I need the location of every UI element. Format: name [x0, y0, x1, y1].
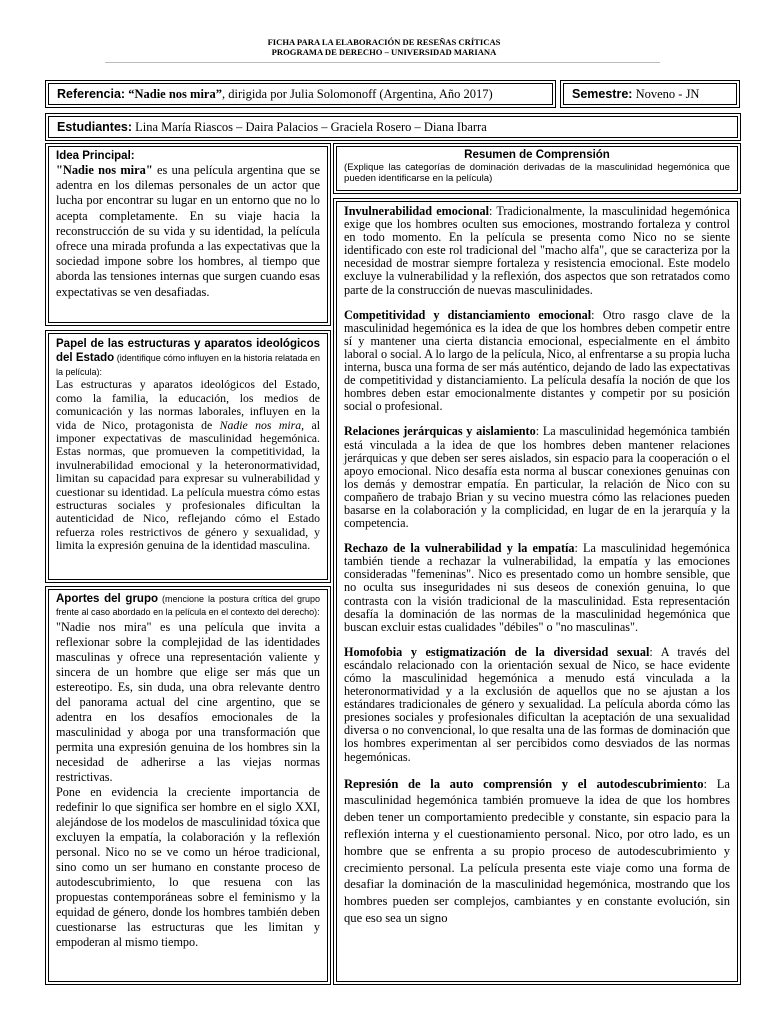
resumen-comprension-note: (Explique las categorías de dominación derivadas de la masculinidad hegemónica que pueden identificarse en la película): [344, 162, 730, 184]
categorias-box: [336, 201, 738, 982]
papel-estructuras-note: (identifique cómo influyen en la historia relatada en la película):: [56, 353, 321, 377]
categoria-title: Competitividad y distanciamiento emocional: [344, 307, 592, 322]
idea-principal-title: Idea Principal:: [56, 150, 135, 162]
aportes-grupo-note: (mencione la postura crítica del grupo frente al caso abordado en la película en el contexto del derecho):: [56, 594, 320, 617]
idea-principal-text: [56, 163, 320, 300]
papel-estructuras-box: [48, 333, 328, 580]
categoria-title: Rechazo de la vulnerabilidad y la empatía: [344, 541, 575, 556]
categoria-text: : La masculinidad hegemónica también está vinculada a la idea de que los hombres deben mantener relaciones jerárquicas y que deben ser seres aislados, sin espacio para la cooperación o el apoyo emocional. Nico desafía esta norma al buscar conexiones genuinas con los demás y demostrar empatía. En particular, la relación de Nico con su compañero de trabajo Brian y su vecino muestra cómo las relaciones pueden basarse en la colaboración y la complicidad, en lugar de en la jerarquía y la competencia.: [344, 424, 730, 531]
idea-principal-box: [48, 146, 328, 323]
form-header-line-1: FICHA PARA LA ELABORACIÓN DE RESEÑAS CRÍTICAS: [267, 37, 501, 47]
categoria-represion: [344, 776, 730, 927]
papel-estructuras-title: Papel de las estructuras y aparatos ideológicos del Estado: [56, 338, 320, 364]
referencia-label: Referencia:: [57, 87, 126, 101]
idea-principal-film: "Nadie nos mira": [56, 163, 153, 177]
categoria-relaciones-jerarquicas: [344, 425, 730, 530]
papel-estructuras-body-a: Las estructuras y aparatos ideológicos del Estado, como la familia, la educación, los medios de comunicación y las normas laborales, influyen en la vida de Nico, protagonista de: [56, 377, 320, 432]
aportes-grupo-heading: [56, 593, 320, 618]
categoria-text: : Otro rasgo clave de la masculinidad hegemónica es la idea de que los hombres deben competir entre sí y mantener una cierta distancia emocional, especialmente en el ámbito laboral o social. A lo largo de la película, Nico, al enfrentarse a su propia lucha interna, busca una forma de ser más auténtico, dejando de lado las expectativas de competitividad y distanciamiento. La película desafía la noción de que los hombres deben estar emocionalmente distantes y competir por su posición social o profesional.: [344, 307, 730, 414]
estudiantes-value: Lina María Riascos – Daira Palacios – Graciela Rosero – Diana Ibarra: [135, 120, 487, 134]
categoria-homofobia: [344, 646, 730, 764]
papel-estructuras-heading: [56, 337, 320, 378]
idea-principal-body: es una película argentina que se adentra en los dilemas personales de un actor que lucha por encontrar su lugar en un entorno que no lo acepta completamente. En su viaje hacia la reconstrucción de su vida y su identidad, la película ofrece una mirada profunda a las expectativas que la sociedad impone sobre los hombres, al tiempo que aborda las tensiones internas que surgen cuando esas expectativas se ven desafiadas.: [56, 163, 320, 299]
categoria-text: : La masculinidad hegemónica también promueve la idea de que los hombres deben tener un comportamiento predecible y constante, sin espacio para la reflexión interna y el cuestionamiento personal. Nico, por otro lado, es un hombre que se enfrenta a su propio proceso de autodescubrimiento y crecimiento personal. La película presenta este viaje como una forma de desafiar la dominación de la masculinidad hegemónica, mostrando que los hombres pueden ser complejos, cambiantes y en constante evolución, sin que eso sea un signo: [344, 776, 730, 926]
categoria-rechazo-vulnerabilidad: [344, 542, 730, 634]
referencia-box: [48, 83, 553, 105]
resumen-comprension-title: Resumen de Comprensión: [464, 149, 610, 161]
form-header-line-2: PROGRAMA DE DERECHO – UNIVERSIDAD MARIANA: [271, 47, 497, 57]
estudiantes-box: [48, 116, 738, 138]
categoria-title: Represión de la auto comprensión y el autodescubrimiento: [344, 776, 704, 791]
categoria-text: : Tradicionalmente, la masculinidad hegemónica exige que los hombres oculten sus emociones, mostrando fortaleza y control en todo momento. En la película se presenta como Nico no se siente identificado con este rol tradicional del "macho alfa", que se caracteriza por la necesidad de mostrar siempre fortaleza y resistencia emocional. Este modelo excluye la vulnerabilidad y la reflexión, dos aspectos que son retratados como parte de la construcción de nuevas masculinidades.: [344, 204, 730, 297]
estudiantes-label: Estudiantes:: [57, 120, 133, 134]
categoria-title: Homofobia y estigmatización de la diversidad sexual: [344, 644, 650, 659]
header-divider: [105, 62, 660, 63]
papel-estructuras-body-b: , al imponer expectativas de masculinidad hegemónica. Estas normas, que promueven la competitividad, la invulnerabilidad emocional y la heteronormatividad, limitan su capacidad para expresar su vulnerabilidad y cuestionar su identidad. La película muestra cómo estas estructuras sociales y profesionales dificultan la autenticidad de Nico, reflejando cómo el Estado refuerza roles restrictivos de género y sexualidad, y limita la expresión genuina de la identidad masculina.: [56, 417, 320, 553]
papel-estructuras-film: Nadie nos mira: [219, 417, 302, 432]
categoria-title: Relaciones jerárquicas y aislamiento: [344, 424, 536, 439]
categoria-text: : La masculinidad hegemónica también tiende a rechazar la vulnerabilidad, la empatía y las emociones consideradas "femeninas". Nico es presentado como un hombre sensible, que no oculta sus inseguridades ni sus deseos de conexión genuina, lo que contrasta con la visión tradicional de la masculinidad. Esta representación desafía la dominación de las normas de la masculinidad hegemónica que buscan excluir estas cualidades "débiles" o "no masculinas".: [344, 541, 730, 634]
aportes-grupo-para-1: "Nadie nos mira" es una película que invita a reflexionar sobre la complejidad de las identidades masculinas y ofrece una representación valiente y sincera de un hombre que elige ser más que un estereotipo. Es, sin duda, una obra relevante dentro del panorama actual del cine argentino, que se adentra en los desafíos emocionales de la masculinidad y aboga por una transformación que permita una expresión genuina de los hombres sin la necesidad de adherirse a las viejas normas restrictivas.: [56, 620, 320, 784]
aportes-grupo-title: Aportes del grupo: [56, 593, 158, 605]
categoria-competitividad: [344, 309, 730, 414]
categoria-invulnerabilidad: [344, 205, 730, 297]
semestre-box: [563, 83, 737, 105]
resumen-comprension-box: [336, 146, 738, 191]
referencia-details: , dirigida por Julia Solomonoff (Argentina, Año 2017): [221, 87, 493, 101]
aportes-grupo-box: [48, 589, 328, 982]
categoria-text: : A través del escándalo relacionado con la orientación sexual de Nico, se hace evidente cómo la masculinidad hegemónica a menudo está vinculada a la heteronormatividad y a la exclusión de aquellos que no se ajustan a los estándares tradicionales de género y sexualidad. La película aborda cómo las presiones sociales y profesionales dificultan la aceptación de una sexualidad diversa o no convencional, lo que resalta una de las formas de dominación que los hombres experimentan al ser percibidos como desviados de las normas hegemónicas.: [344, 644, 730, 764]
semestre-label: Semestre:: [572, 87, 633, 101]
referencia-film-title: “Nadie nos mira”: [128, 87, 222, 101]
semestre-value: Noveno - JN: [635, 87, 700, 101]
aportes-grupo-para-2: Pone en evidencia la creciente importancia de redefinir lo que significa ser hombre en el siglo XXI, alejándose de los modelos de masculinidad tóxica que excluyen la empatía, la colaboración y la reflexión personal. Nico no se ve como un héroe tradicional, sino como un ser humano en constante proceso de autodescubrimiento, lo que resuena con las propuestas contemporáneas sobre el feminismo y la equidad de género, donde los hombres también deben cuestionarse las estructuras que les limitan y empoderan al mismo tiempo.: [56, 785, 320, 949]
categoria-title: Invulnerabilidad emocional: [344, 204, 490, 218]
papel-estructuras-text: [56, 378, 320, 552]
